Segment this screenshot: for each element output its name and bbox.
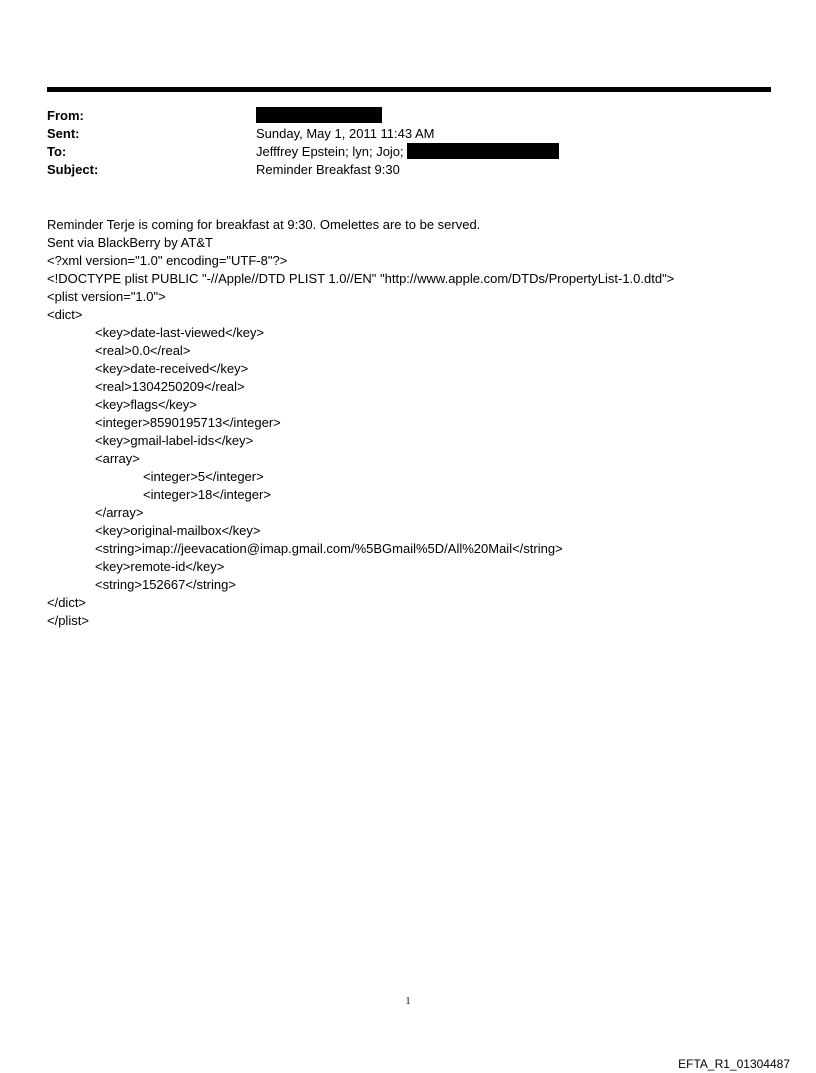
body-line: <string>imap://jeevacation@imap.gmail.com/%5BGmail%5D/All%20Mail</string> [95, 541, 563, 556]
email-header [47, 107, 747, 179]
body-line: <integer>8590195713</integer> [95, 415, 281, 430]
body-line: <real>1304250209</real> [95, 379, 245, 394]
redaction-box [256, 107, 382, 123]
from-value [256, 107, 382, 125]
body-line: <key>original-mailbox</key> [95, 523, 261, 538]
subject-value: Reminder Breakfast 9:30 [256, 162, 400, 177]
redaction-box [407, 143, 559, 159]
header-rule [47, 87, 771, 92]
body-line: Reminder Terje is coming for breakfast at 9:30. Omelettes are to be served. [47, 217, 481, 232]
to-value-wrap [256, 143, 559, 161]
body-line: <key>date-last-viewed</key> [95, 325, 265, 340]
subject-row [47, 161, 747, 179]
body-line: <key>remote-id</key> [95, 559, 225, 574]
body-line: <key>flags</key> [95, 397, 197, 412]
body-line: </array> [95, 505, 144, 520]
document-id: EFTA_R1_01304487 [678, 1057, 790, 1071]
body-line: <key>date-received</key> [95, 361, 249, 376]
to-value: Jefffrey Epstein; lyn; Jojo; [256, 144, 404, 159]
sent-row [47, 125, 747, 143]
from-label: From: [47, 108, 84, 123]
body-line: Sent via BlackBerry by AT&T [47, 235, 213, 250]
body-line: <plist version="1.0"> [47, 289, 166, 304]
body-line: <key>gmail-label-ids</key> [95, 433, 254, 448]
sent-label: Sent: [47, 126, 80, 141]
body-line: </plist> [47, 613, 89, 628]
sent-value: Sunday, May 1, 2011 11:43 AM [256, 126, 435, 141]
email-body [47, 216, 787, 630]
body-line: <array> [95, 451, 140, 466]
body-line: <dict> [47, 307, 83, 322]
body-line: <integer>5</integer> [143, 469, 264, 484]
from-row [47, 107, 747, 125]
page-number: 1 [405, 996, 411, 1007]
body-line: <?xml version="1.0" encoding="UTF-8"?> [47, 253, 288, 268]
to-label: To: [47, 144, 67, 159]
subject-label: Subject: [47, 162, 99, 177]
body-line: <string>152667</string> [95, 577, 236, 592]
body-line: <integer>18</integer> [143, 487, 271, 502]
body-line: <real>0.0</real> [95, 343, 191, 358]
body-line: <!DOCTYPE plist PUBLIC "-//Apple//DTD PLIST 1.0//EN" "http://www.apple.com/DTDs/PropertyList-1.0.dtd"> [47, 271, 675, 286]
body-line: </dict> [47, 595, 87, 610]
to-row [47, 143, 747, 161]
